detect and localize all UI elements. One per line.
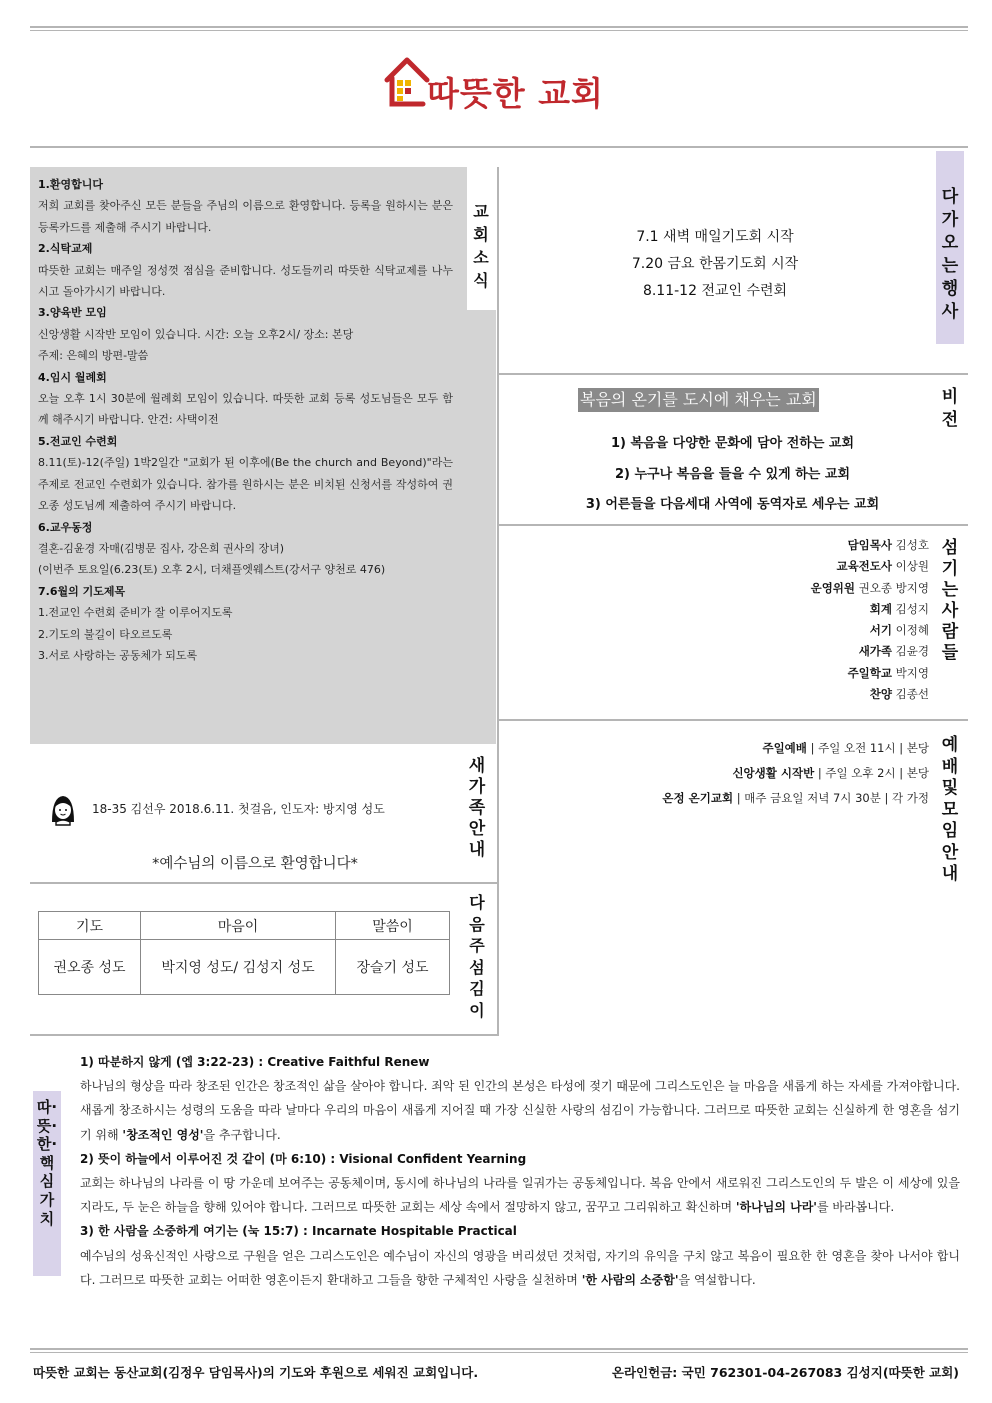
worship-name: 온정 온기교회 bbox=[662, 791, 734, 805]
event-item: 7.1 새벽 매일기도회 시작 bbox=[636, 229, 794, 245]
center-divider bbox=[497, 167, 499, 1035]
logo-text: 따뜻한 교회 bbox=[427, 74, 604, 113]
value-emphasis: '창조적인 영성' bbox=[122, 1127, 204, 1142]
news-heading: 5.전교인 수련회 bbox=[38, 434, 118, 448]
servant-name: 김종선 bbox=[895, 687, 929, 702]
news-item bbox=[38, 302, 453, 366]
vision-rule bbox=[499, 524, 968, 526]
worship-row bbox=[560, 736, 929, 761]
vision-list bbox=[540, 429, 925, 521]
top-rule-thin bbox=[30, 30, 968, 31]
servants-title: 섬기는사람들 bbox=[941, 538, 959, 663]
news-heading: 1.환영합니다 bbox=[38, 178, 103, 191]
servant-role: 주일학교 bbox=[847, 665, 893, 680]
newcomer-welcome: *예수님의 이름으로 환영합니다* bbox=[152, 856, 358, 872]
values-list bbox=[80, 1050, 960, 1292]
servant-name: 김성지 bbox=[895, 601, 929, 616]
worship-place: 본당 bbox=[906, 741, 929, 755]
news-text: 따뜻한 교회는 매주일 정성껏 점심을 준비합니다. 성도들끼리 따뜻한 식탁교제를 나누시고 돌아가시기 바랍니다. bbox=[38, 263, 453, 299]
value-body bbox=[80, 1171, 960, 1219]
table-header-row bbox=[39, 912, 450, 940]
footer-rule-thin bbox=[30, 1352, 968, 1353]
next-servants-table bbox=[38, 911, 450, 995]
servant-role: 회계 bbox=[869, 601, 893, 616]
news-text: 8.11(토)-12(주일) 1박2일간 "교회가 된 이후에(Be the church and Beyond)"라는 주제로 전교인 수련회가 있습니다. 참가를 원하시는 분은 비치된 신청서를 작성하여 권오종 성도님께 제출하여 주시기 바랍니다. bbox=[38, 456, 453, 513]
news-item bbox=[38, 174, 453, 238]
table-header: 마음이 bbox=[141, 912, 336, 940]
separator: | bbox=[817, 766, 822, 780]
newcomer-rule bbox=[30, 882, 497, 884]
news-text: 2.기도의 불길이 타오르도록 bbox=[38, 627, 173, 641]
newcomer-title: 새가족안내 bbox=[468, 756, 486, 860]
value-item bbox=[80, 1147, 960, 1220]
events-title: 다가오는행사 bbox=[941, 187, 959, 322]
servant-row bbox=[700, 578, 929, 599]
news-text: (이번주 토요일(6.23(토) 오후 2시, 더채플엣웨스트(강서구 양천로 476) bbox=[38, 563, 386, 577]
value-heading: 1) 따분하지 않게 (엡 3:22-23) : Creative Faithful Renew bbox=[80, 1055, 430, 1069]
table-cell: 권오종 성도 bbox=[39, 940, 141, 995]
worship-list bbox=[560, 736, 929, 811]
vision-title: 비전 bbox=[941, 387, 959, 430]
servant-row bbox=[700, 663, 929, 684]
table-cell: 장슬기 성도 bbox=[336, 940, 450, 995]
servant-name: 이정혜 bbox=[895, 623, 929, 638]
value-body bbox=[80, 1244, 960, 1292]
values-title: 따·뜻·한·핵심가치 bbox=[36, 1098, 58, 1228]
news-text: 결혼-김윤경 자매(김병문 집사, 강은희 권사의 장녀) bbox=[38, 541, 285, 555]
vision-item: 2) 누구나 복음을 들을 수 있게 하는 교회 bbox=[614, 466, 851, 482]
table-rule bbox=[30, 1034, 499, 1036]
top-rule bbox=[30, 26, 968, 28]
servant-row bbox=[700, 684, 929, 705]
news-text: 오늘 오후 1시 30분에 월례회 모임이 있습니다. 따뜻한 교회 등록 성도님들은 모두 함께 해주시기 바랍니다. 안건: 사택이전 bbox=[38, 392, 453, 427]
news-heading: 4.임시 월례회 bbox=[38, 370, 107, 384]
servant-role: 새가족 bbox=[858, 644, 893, 659]
news-heading: 6.교우동정 bbox=[38, 520, 93, 534]
value-emphasis: '한 사람의 소중함' bbox=[581, 1272, 679, 1287]
separator: | bbox=[899, 766, 904, 780]
value-text: 하나님의 형상을 따라 창조된 인간은 창조적인 삶을 살아야 합니다. 죄악 된 인간의 본성은 타성에 젖기 때문에 그리스도인은 늘 마음을 새롭게 하는 자세를 가져야합니다. 새롭게 창조하시는 성령의 도움을 따라 날마다 우리의 마음이 새롭게 지어질 때 가장 신실한 사랑의 섬김이 가능합니다. 그러므로 따뜻한 교회는 신실하게 한 영혼을 섬기기 위해 bbox=[80, 1079, 960, 1142]
news-heading: 3.양육반 모임 bbox=[38, 306, 107, 320]
value-item bbox=[80, 1219, 960, 1292]
news-text: 신앙생활 시작반 모임이 있습니다. 시간: 오늘 오후2시/ 장소: 본당 bbox=[38, 327, 354, 341]
separator: | bbox=[884, 791, 889, 805]
events-rule bbox=[499, 373, 968, 375]
news-heading: 2.식탁교제 bbox=[38, 242, 93, 256]
worship-name: 신앙생활 시작반 bbox=[732, 766, 815, 780]
worship-detail: 주일 오후 2시 bbox=[825, 766, 896, 780]
newcomer-entry: 18-35 김선우 2018.6.11. 첫걸음, 인도자: 방지영 성도 bbox=[92, 802, 385, 816]
servant-name: 김윤경 bbox=[895, 644, 929, 659]
event-item: 7.20 금요 한몸기도회 시작 bbox=[631, 256, 799, 272]
servant-row bbox=[700, 641, 929, 662]
news-item bbox=[38, 581, 453, 667]
house-icon bbox=[383, 56, 431, 108]
servant-role: 담임목사 bbox=[847, 538, 893, 552]
table-row bbox=[39, 940, 450, 995]
footer-right: 온라인헌금: 국민 762301-04-267083 김성지(따뜻한 교회) bbox=[611, 1365, 959, 1380]
value-heading: 3) 한 사람을 소중하게 여기는 (눅 15:7) : Incarnate Hospitable Practical bbox=[80, 1224, 517, 1239]
news-text: 3.서로 사랑하는 공동체가 되도록 bbox=[38, 648, 198, 662]
value-body bbox=[80, 1074, 960, 1147]
value-item bbox=[80, 1050, 960, 1147]
servant-name: 권오종 방지영 bbox=[858, 580, 929, 595]
table-header: 말씀이 bbox=[336, 912, 450, 940]
servant-role: 찬양 bbox=[869, 687, 893, 702]
events-list bbox=[560, 224, 870, 305]
news-title: 교회소식 bbox=[473, 202, 489, 290]
servant-row bbox=[700, 620, 929, 641]
separator: | bbox=[736, 791, 741, 805]
news-item bbox=[38, 431, 453, 517]
header-rule bbox=[30, 146, 968, 148]
news-text: 주제: 은혜의 방편-말씀 bbox=[38, 349, 149, 363]
worship-place: 각 가정 bbox=[892, 791, 929, 805]
worship-row bbox=[560, 761, 929, 786]
value-text: 를 바라봅니다. bbox=[816, 1200, 895, 1215]
servant-row bbox=[700, 599, 929, 620]
value-text: 예수님의 성육신적인 사랑으로 구원을 얻은 그리스도인은 예수님이 자신의 영광을 버리셨던 것처럼, 자기의 유익을 구치 않고 복음이 필요한 한 영혼을 찾아 나서야 합니다. 그러므로 따뜻한 교회는 어떠한 영혼이든지 환대하고 그들을 향한 구체적인 사랑을 실천하며 bbox=[80, 1248, 960, 1287]
servant-name: 이상원 bbox=[895, 559, 929, 574]
worship-detail: 매주 금요일 저녁 7시 30분 bbox=[744, 791, 881, 805]
separator: | bbox=[899, 741, 904, 755]
value-heading: 2) 뜻이 하늘에서 이루어진 것 같이 (마 6:10) : Visional Confident Yearning bbox=[80, 1151, 527, 1166]
event-item: 8.11-12 전교인 수련회 bbox=[642, 283, 788, 299]
servant-role: 서기 bbox=[869, 623, 893, 638]
news-text: 1.전교인 수련회 준비가 잘 이루어지도록 bbox=[38, 606, 233, 620]
footer-rule bbox=[30, 1348, 968, 1350]
value-emphasis: '하나님의 나라' bbox=[735, 1200, 817, 1215]
footer-left: 따뜻한 교회는 동산교회(김정우 담임목사)의 기도와 후원으로 세워진 교회입니다. bbox=[33, 1365, 479, 1380]
servant-name: 박지영 bbox=[895, 665, 929, 680]
news-item bbox=[38, 367, 453, 431]
logo bbox=[383, 56, 613, 112]
table-cell: 박지영 성도/ 김성지 성도 bbox=[141, 940, 336, 995]
person-icon bbox=[47, 792, 79, 826]
vision-item: 3) 어른들을 다음세대 사역에 동역자로 세우는 교회 bbox=[585, 497, 880, 512]
servants-list bbox=[700, 535, 929, 705]
servants-rule bbox=[499, 719, 968, 721]
vision-headline: 복음의 온기를 도시에 채우는 교회 bbox=[578, 388, 819, 412]
news-heading: 7.6월의 기도제목 bbox=[38, 584, 126, 598]
worship-title: 예배및모임안내 bbox=[941, 735, 959, 884]
news-item bbox=[38, 238, 453, 302]
servant-row bbox=[700, 535, 929, 556]
value-text: 을 역설합니다. bbox=[678, 1272, 756, 1287]
servant-row bbox=[700, 556, 929, 577]
worship-place: 본당 bbox=[906, 766, 929, 780]
table-header: 기도 bbox=[39, 912, 141, 940]
worship-name: 주일예배 bbox=[762, 741, 807, 755]
news-list bbox=[38, 174, 453, 666]
news-item bbox=[38, 517, 453, 581]
separator: | bbox=[810, 741, 815, 755]
next-servants-title: 다음주섬김이 bbox=[469, 893, 485, 1020]
servant-role: 운영위원 bbox=[810, 580, 856, 595]
worship-row bbox=[560, 786, 929, 811]
value-text: 교회는 하나님의 나라를 이 땅 가운데 보여주는 공동체이며, 동시에 하나님의 나라를 일궈가는 공동체입니다. 복음 안에서 새로워진 그리스도인의 두 발은 이 세상에 있을 지라도, 두 눈은 하늘을 향해 있어야 합니다. 그러므로 따뜻한 교회는 세상 속에서 절망하지 않고, 꿈꾸고 그리워하고 확신하며 bbox=[80, 1176, 960, 1215]
worship-detail: 주일 오전 11시 bbox=[818, 741, 896, 755]
servant-name: 김성호 bbox=[895, 538, 929, 552]
value-text: 을 추구합니다. bbox=[203, 1127, 281, 1142]
servant-role: 교육전도사 bbox=[836, 559, 893, 574]
vision-item: 1) 복음을 다양한 문화에 담아 전하는 교회 bbox=[610, 436, 855, 451]
news-text: 저희 교회를 찾아주신 모든 분들을 주님의 이름으로 환영합니다. 등록을 원하시는 분은 등록카드를 제출해 주시기 바랍니다. bbox=[38, 199, 453, 234]
